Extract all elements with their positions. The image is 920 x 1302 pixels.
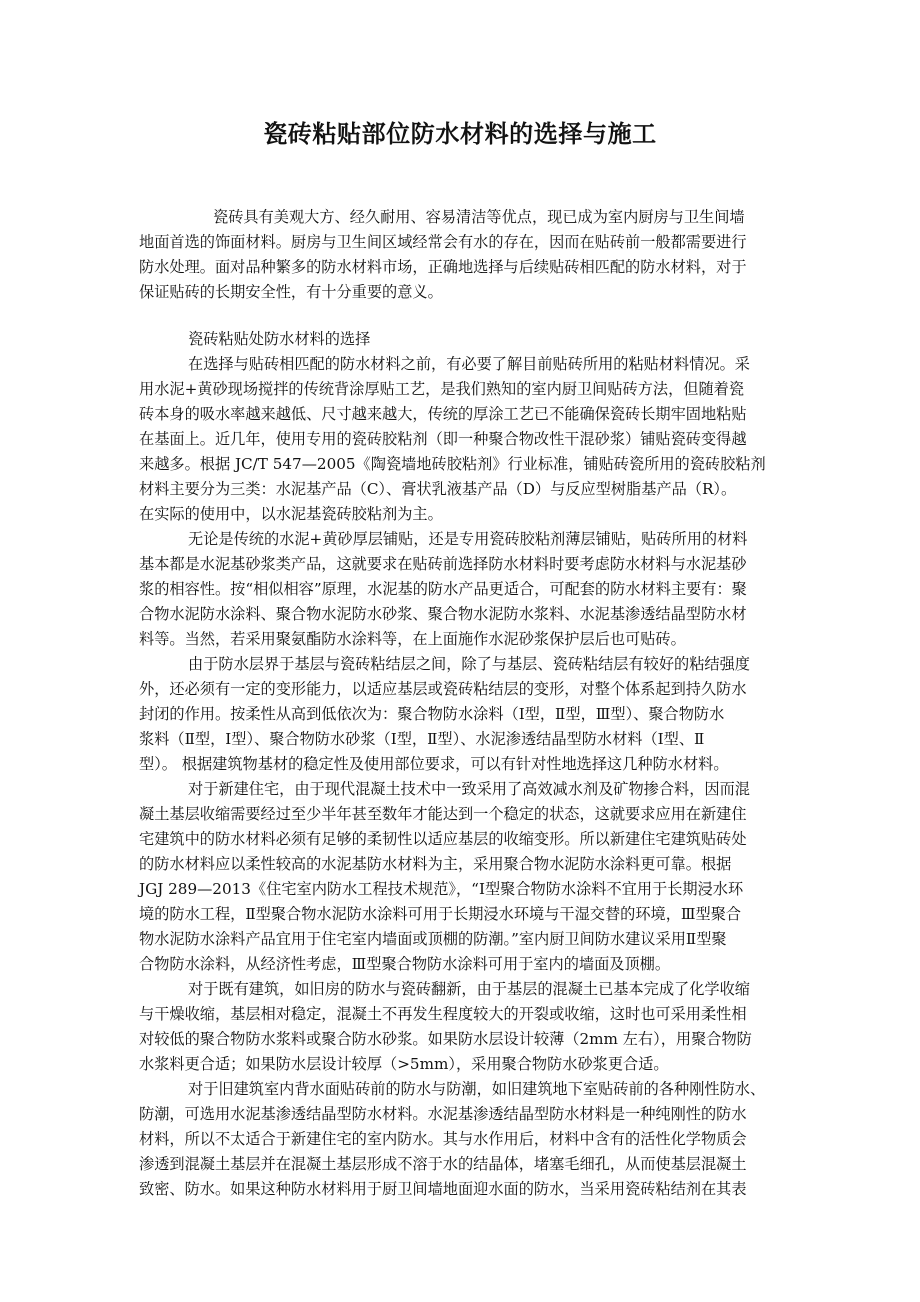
text-line: 保证贴砖的长期安全性，有十分重要的意义。	[139, 283, 443, 301]
section-heading: 瓷砖粘贴处防水材料的选择	[188, 330, 371, 348]
text-line: 在选择与贴砖相匹配的防水材料之前，有必要了解目前贴砖所用的粘贴材料情况。采	[188, 355, 750, 373]
text-line: 防水处理。面对品种繁多的防水材料市场，正确地选择与后续贴砖相匹配的防水材料，对于	[139, 258, 747, 276]
paragraph-6	[139, 1077, 781, 1202]
text-line: 浆的相容性。按“相似相容”原理，水泥基的防水产品更适合，可配套的防水材料主要有：聚	[139, 580, 747, 598]
text-line: 由于防水层界于基层与瓷砖粘结层之间，除了与基层、瓷砖粘结层有较好的粘结强度	[188, 655, 750, 673]
paragraph-1	[139, 352, 781, 527]
text-line: 在实际的使用中，以水泥基瓷砖胶粘剂为主。	[139, 505, 443, 523]
text-line: 封闭的作用。按柔性从高到低依次为：聚合物防水涂料（Ⅰ型，Ⅱ型，Ⅲ型）、聚合物防水	[139, 705, 725, 723]
text-line: 致密、防水。如果这种防水材料用于厨卫间墙地面迎水面的防水，当采用瓷砖粘结剂在其表	[139, 1180, 747, 1198]
text-line: 对于既有建筑，如旧房的防水与瓷砖翻新，由于基层的混凝土已基本完成了化学收缩	[188, 980, 750, 998]
text-line: 砖本身的吸水率越来越低、尺寸越来越大，传统的厚涂工艺已不能确保瓷砖长期牢固地粘贴	[139, 405, 747, 423]
text-line: 型）。 根据建筑物基材的稳定性及使用部位要求，可以有针对性地选择这几种防水材料。	[139, 755, 729, 773]
text-line: 凝土基层收缩需要经过至少半年甚至数年才能达到一个稳定的状态，这就要求应用在新建住	[139, 805, 747, 823]
text-line: 合物水泥防水涂料、聚合物水泥防水砂浆、聚合物水泥防水浆料、水泥基渗透结晶型防水材	[139, 605, 747, 623]
text-line: 对于新建住宅，由于现代混凝土技术中一致采用了高效减水剂及矿物掺合料，因而混	[188, 780, 750, 798]
text-line: 渗透到混凝土基层并在混凝土基层形成不溶于水的结晶体，堵塞毛细孔，从而使基层混凝土	[139, 1155, 747, 1173]
text-line: 料等。当然，若采用聚氨酯防水涂料等，在上面施作水泥砂浆保护层后也可贴砖。	[139, 630, 686, 648]
paragraph-5	[139, 977, 781, 1077]
text-line: 对于旧建筑室内背水面贴砖前的防水与防潮，如旧建筑地下室贴砖前的各种刚性防水、	[188, 1080, 766, 1098]
text-line: 来越多。根据 JC/T 547—2005《陶瓷墙地砖胶粘剂》行业标准，铺贴砖瓷所用的瓷砖胶粘剂	[139, 455, 766, 473]
text-line: 材料主要分为三类：水泥基产品（C）、膏状乳液基产品（D）与反应型树脂基产品（R）。	[139, 480, 737, 498]
text-line: 用水泥+黄砂现场搅拌的传统背涂厚贴工艺，是我们熟知的室内厨卫间贴砖方法，但随着瓷	[139, 380, 745, 398]
text-line: 在基面上。近几年，使用专用的瓷砖胶粘剂（即一种聚合物改性干混砂浆）铺贴瓷砖变得越	[139, 430, 747, 448]
intro-paragraph	[139, 205, 781, 305]
paragraph-2	[139, 527, 781, 652]
text-line: 防潮，可选用水泥基渗透结晶型防水材料。水泥基渗透结晶型防水材料是一种纯刚性的防水	[139, 1105, 747, 1123]
text-line: 的防水材料应以柔性较高的水泥基防水材料为主，采用聚合物水泥防水涂料更可靠。根据	[139, 855, 732, 873]
text-line: 与干燥收缩，基层相对稳定，混凝土不再发生程度较大的开裂或收缩，这时也可采用柔性相	[139, 1005, 747, 1023]
text-line: 材料，所以不太适合于新建住宅的室内防水。其与水作用后，材料中含有的活性化学物质会	[139, 1130, 747, 1148]
text-line: 境的防水工程，Ⅱ型聚合物水泥防水涂料可用于长期浸水环境与干湿交替的环境，Ⅲ型聚合	[139, 905, 742, 923]
text-line: 合物防水涂料，从经济性考虑，Ⅲ型聚合物防水涂料可用于室内的墙面及顶棚。	[139, 955, 671, 973]
text-line: 地面首选的饰面材料。厨房与卫生间区域经常会有水的存在，因而在贴砖前一般都需要进行	[139, 233, 747, 251]
paragraph-3	[139, 652, 781, 777]
text-line: 基本都是水泥基砂浆类产品，这就要求在贴砖前选择防水材料时要考虑防水材料与水泥基砂	[139, 555, 747, 573]
text-line: 宅建筑中的防水材料必须有足够的柔韧性以适应基层的收缩变形。所以新建住宅建筑贴砖处	[139, 830, 747, 848]
text-line: 瓷砖具有美观大方、经久耐用、容易清洁等优点，现已成为室内厨房与卫生间墙	[213, 208, 745, 226]
text-line: 对较低的聚合物防水浆料或聚合防水砂浆。如果防水层设计较薄（2mm 左右），用聚合物防	[139, 1030, 752, 1048]
text-line: 无论是传统的水泥+黄砂厚层铺贴，还是专用瓷砖胶粘剂薄层铺贴，贴砖所用的材料	[188, 530, 748, 548]
text-line: 浆料（Ⅱ型，Ⅰ型）、聚合物防水砂浆（Ⅰ型，Ⅱ型）、水泥渗透结晶型防水材料（Ⅰ型、Ⅱ	[139, 730, 705, 748]
text-line: 水浆料更合适；如果防水层设计较厚（>5mm），采用聚合物防水砂浆更合适。	[139, 1055, 669, 1073]
section-body	[139, 327, 781, 1202]
text-line: 外，还必须有一定的变形能力，以适应基层或瓷砖粘结层的变形，对整个体系起到持久防水	[139, 680, 747, 698]
text-line: JGJ 289—2013《住宅室内防水工程技术规范》，“Ⅰ型聚合物防水涂料不宜用于长期浸水环	[139, 880, 744, 898]
text-line: 物水泥防水涂料产品宜用于住宅室内墙面或顶棚的防潮。”室内厨卫间防水建议采用Ⅱ型聚	[139, 930, 727, 948]
document-title: 瓷砖粘贴部位防水材料的选择与施工	[263, 120, 657, 148]
paragraph-4	[139, 777, 781, 977]
